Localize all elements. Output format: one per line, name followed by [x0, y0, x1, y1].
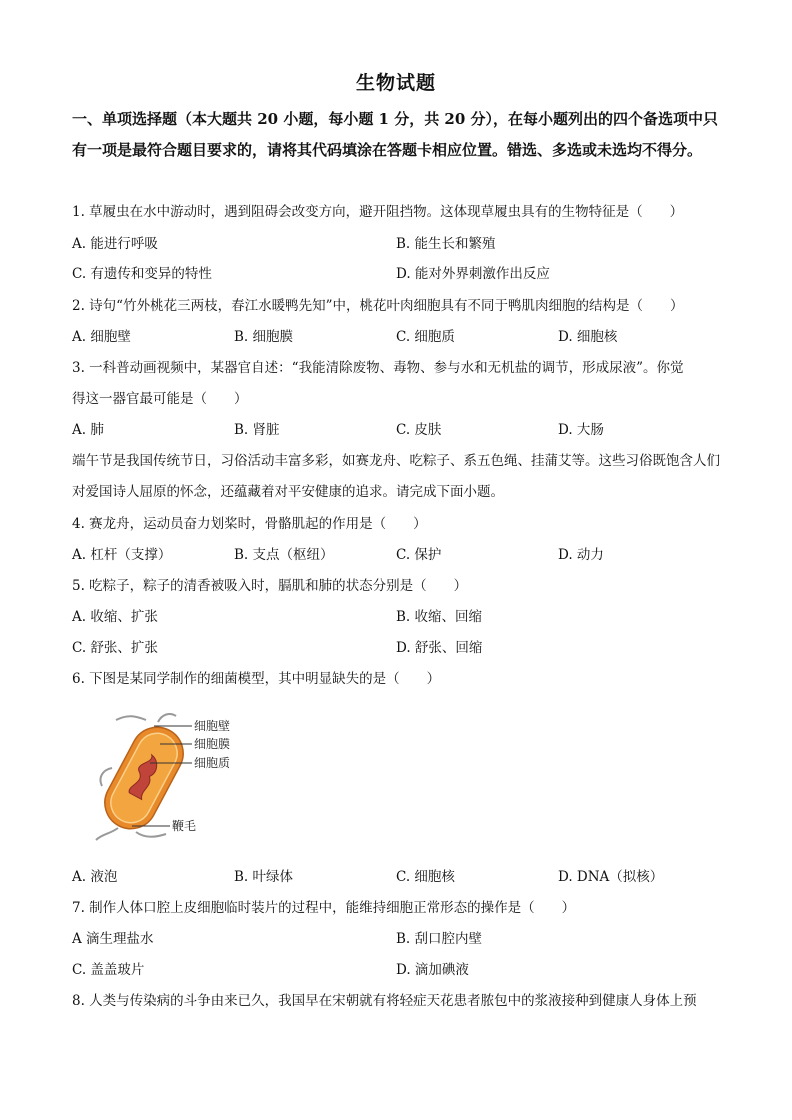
question-7-stem: 7. 制作人体口腔上皮细胞临时装片的过程中，能维持细胞正常形态的操作是（ ）	[72, 900, 576, 916]
q4-option-c: C. 保护	[396, 547, 442, 563]
flagellum-top-right	[158, 714, 176, 722]
q2-option-a: A. 细胞壁	[72, 329, 131, 345]
q5-option-c: C. 舒张、扩张	[72, 640, 158, 656]
label-flagellum: 鞭毛	[172, 819, 197, 833]
q5-option-d: D. 舒张、回缩	[396, 640, 483, 656]
q2-option-d: D. 细胞核	[558, 329, 618, 345]
question-3-stem-line2: 得这一器官最可能是（ ）	[72, 391, 248, 407]
q2-option-c: C. 细胞质	[396, 329, 455, 345]
q1-option-b: B. 能生长和繁殖	[396, 236, 496, 252]
q6-option-b: B. 叶绿体	[234, 869, 294, 885]
q6-option-a: A. 液泡	[72, 869, 118, 885]
q3-option-d: D. 大肠	[558, 422, 604, 438]
q2-option-b: B. 细胞膜	[234, 329, 294, 345]
label-cytoplasm: 细胞质	[194, 756, 231, 770]
question-2-stem: 2. 诗句“竹外桃花三两枝，春江水暖鸭先知”中，桃花叶肉细胞具有不同于鸭肌肉细胞的结构是（ ）	[72, 298, 684, 314]
q3-option-c: C. 皮肤	[396, 422, 442, 438]
q5-option-a: A. 收缩、扩张	[72, 609, 158, 625]
flagellum-left	[100, 768, 112, 786]
label-cell-membrane: 细胞膜	[194, 737, 231, 751]
q3-option-a: A. 肺	[72, 422, 104, 438]
flagellum-bottom	[96, 828, 118, 840]
question-6-stem: 6. 下图是某同学制作的细菌模型，其中明显缺失的是（ ）	[72, 671, 441, 687]
q4-option-a: A. 杠杆（支撑）	[72, 547, 172, 563]
flagellum-bottom-right	[136, 832, 166, 837]
q6-option-c: C. 细胞核	[396, 869, 455, 885]
q3-option-b: B. 肾脏	[234, 422, 280, 438]
page-title: 生物试题	[355, 72, 436, 94]
q7-option-c: C. 盖盖玻片	[72, 962, 145, 978]
q4-option-d: D. 动力	[558, 547, 604, 563]
q1-option-d: D. 能对外界刺激作出反应	[396, 266, 550, 282]
question-5-stem: 5. 吃粽子，粽子的清香被吸入时，膈肌和肺的状态分别是（ ）	[72, 578, 468, 594]
reading-passage: 端午节是我国传统节日，习俗活动丰富多彩，如赛龙舟、吃粽子、系五色绳、挂蒲艾等。这些习俗既饱含人们对爱国诗人屈原的怀念，还蕴藏着对平安健康的追求。请完成下面小题。	[72, 453, 720, 500]
bacterium-model-figure	[88, 708, 268, 848]
question-3-stem-line1: 3. 一科普动画视频中，某器官自述：“我能清除废物、毒物、参与水和无机盐的调节，形成尿液”。你觉	[72, 360, 684, 376]
label-cell-wall: 细胞壁	[194, 719, 231, 733]
q4-option-b: B. 支点（枢纽）	[234, 547, 334, 563]
q7-option-a: A 滴生理盐水	[72, 931, 154, 947]
q6-option-d: D. DNA（拟核）	[558, 869, 664, 885]
q5-option-b: B. 收缩、回缩	[396, 609, 483, 625]
q1-option-c: C. 有遗传和变异的特性	[72, 266, 212, 282]
section-instructions: 一、单项选择题（本大题共 20 小题，每小题 1 分，共 20 分），在每小题列出的四个备选项中只有一项是最符合题目要求的，请将其代码填涂在答题卡相应位置。错选、多选或未选均不得分。	[72, 110, 719, 159]
q7-option-d: D. 滴加碘液	[396, 962, 469, 978]
q1-option-a: A. 能进行呼吸	[72, 236, 158, 252]
q7-option-b: B. 刮口腔内壁	[396, 931, 483, 947]
question-8-stem: 8. 人类与传染病的斗争由来已久，我国早在宋朝就有将轻症天花患者脓包中的浆液接种到健康人身体上预	[72, 993, 697, 1009]
question-1-stem: 1. 草履虫在水中游动时，遇到阻碍会改变方向，避开阻挡物。这体现草履虫具有的生物特征是（ ）	[72, 204, 684, 220]
question-4-stem: 4. 赛龙舟，运动员奋力划桨时，骨骼肌起的作用是（ ）	[72, 516, 427, 532]
flagellum-top	[116, 716, 146, 720]
